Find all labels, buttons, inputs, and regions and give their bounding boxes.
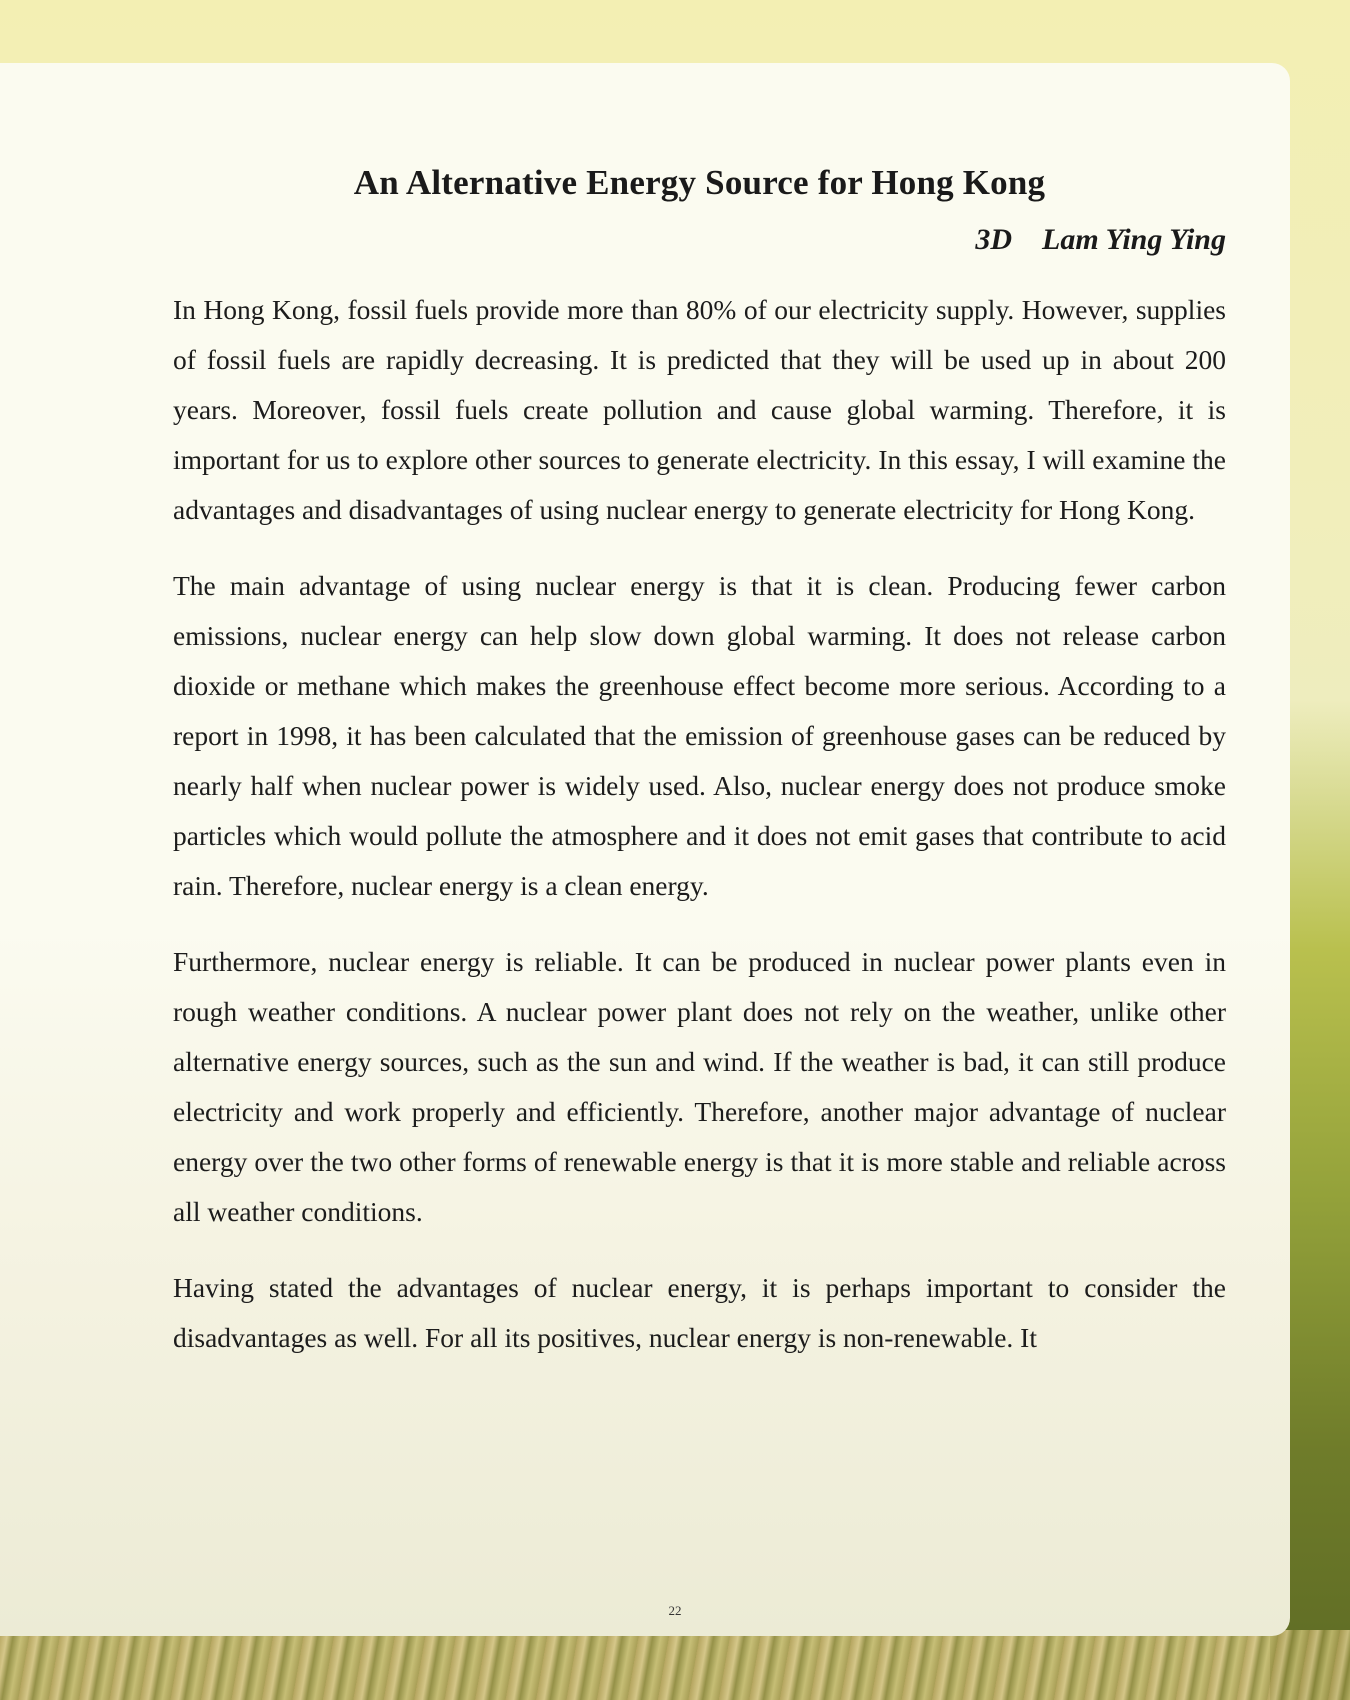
essay-byline bbox=[173, 223, 1226, 257]
background-grass-bottom bbox=[0, 1630, 1350, 1700]
paragraph-3: Furthermore, nuclear energy is reliable. It can be produced in nuclear power plants even in rough weather conditions. A nuclear power plant does not rely on the weather, unlike other alternative energy sources, such as the sun and wind. If the weather is bad, it can still produce electricity and work properly and efficiently. Therefore, another major advantage of nuclear energy over the two other forms of renewable energy is that it is more stable and reliable across all weather conditions. bbox=[173, 946, 1226, 1227]
paragraph-2: The main advantage of using nuclear energy is that it is clean. Producing fewer carbon emissions, nuclear energy can help slow down global warming. It does not release carbon dioxide or methane which makes the greenhouse effect become more serious. According to a report in 1998, it has been calculated that the emission of greenhouse gases can be reduced by nearly half when nuclear power is widely used. Also, nuclear energy does not produce smoke particles which would pollute the atmosphere and it does not emit gases that contribute to acid rain. Therefore, nuclear energy is a clean energy. bbox=[173, 570, 1226, 901]
page-panel bbox=[0, 63, 1290, 1636]
essay-title: An Alternative Energy Source for Hong Kong bbox=[353, 163, 1046, 202]
page-number: 22 bbox=[668, 1603, 682, 1618]
paragraph-1: In Hong Kong, fossil fuels provide more than 80% of our electricity supply. However, supplies of fossil fuels are rapidly decreasing. It is predicted that they will be used up in about 200 years. Moreover, fossil fuels create pollution and cause global warming. Therefore, it is important for us to explore other sources to generate electricity. In this essay, I will examine the advantages and disadvantages of using nuclear energy to generate electricity for Hong Kong. bbox=[173, 294, 1226, 525]
essay-content bbox=[173, 63, 1226, 1363]
byline-author: Lam Ying Ying bbox=[1042, 223, 1226, 256]
byline-class: 3D bbox=[975, 223, 1013, 256]
paragraph-4: Having stated the advantages of nuclear energy, it is perhaps important to consider the disadvantages as well. For all its positives, nuclear energy is non-renewable. It bbox=[173, 1272, 1226, 1353]
